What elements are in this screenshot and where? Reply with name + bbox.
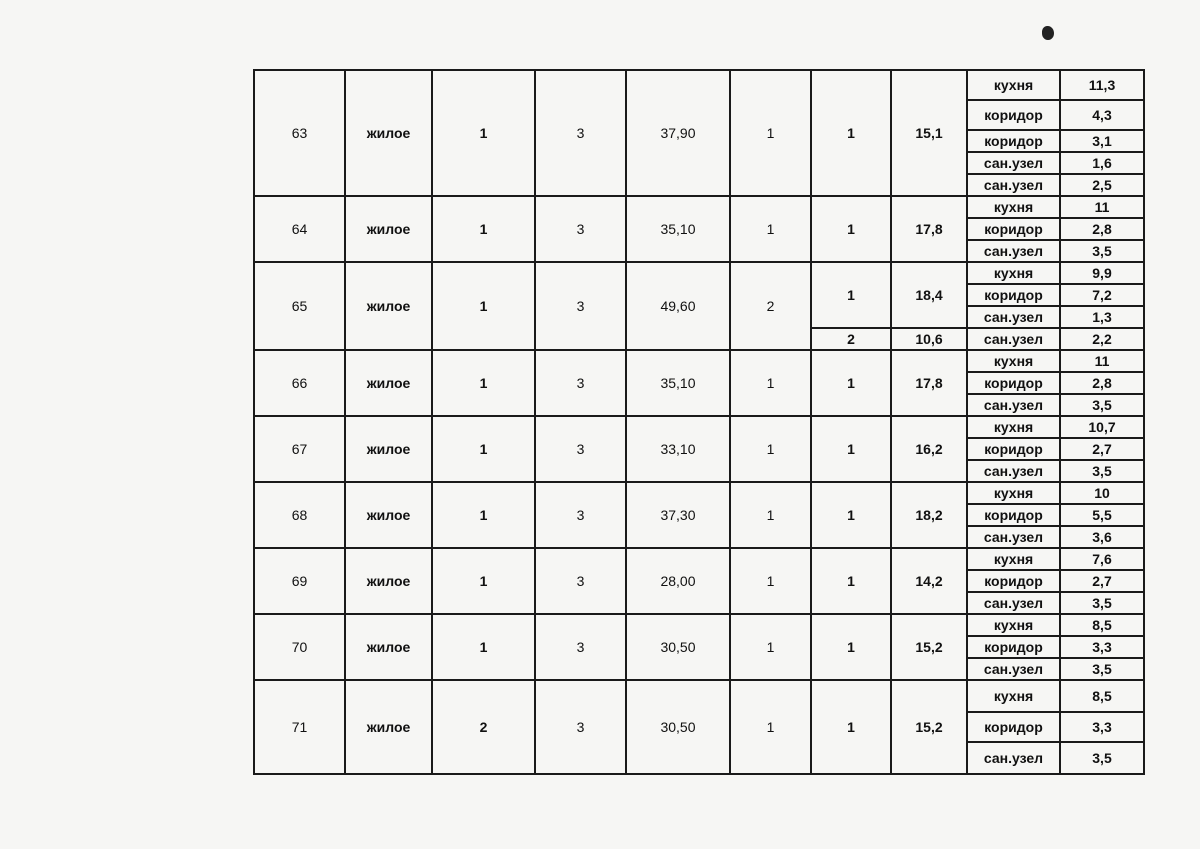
aux-room-name: коридор — [967, 100, 1060, 130]
aux-room-name: сан.узел — [967, 526, 1060, 548]
table-row — [254, 482, 1144, 504]
apt-total-area: 49,60 — [626, 262, 730, 350]
apt-type: жилое — [345, 482, 432, 548]
apt-total-area: 30,50 — [626, 614, 730, 680]
living-room-number: 1 — [811, 548, 891, 614]
aux-room-area: 3,5 — [1060, 658, 1144, 680]
aux-room-name: сан.узел — [967, 394, 1060, 416]
apt-col-b: 3 — [535, 614, 626, 680]
table-row — [254, 548, 1144, 570]
aux-room-area: 11 — [1060, 196, 1144, 218]
apt-col-b: 3 — [535, 262, 626, 350]
living-room-area: 18,2 — [891, 482, 967, 548]
apt-col-a: 1 — [432, 70, 535, 196]
table-row — [254, 70, 1144, 100]
aux-room-area: 2,5 — [1060, 174, 1144, 196]
aux-room-name: коридор — [967, 636, 1060, 658]
apt-col-a: 1 — [432, 416, 535, 482]
table-row — [254, 262, 1144, 284]
living-room-number: 1 — [811, 350, 891, 416]
apt-col-a: 1 — [432, 350, 535, 416]
aux-room-area: 11,3 — [1060, 70, 1144, 100]
apartment-table — [253, 69, 1145, 775]
apt-col-a: 1 — [432, 614, 535, 680]
aux-room-area: 5,5 — [1060, 504, 1144, 526]
aux-room-name: кухня — [967, 196, 1060, 218]
aux-room-area: 7,6 — [1060, 548, 1144, 570]
apt-room-count: 1 — [730, 482, 811, 548]
aux-room-name: сан.узел — [967, 306, 1060, 328]
aux-room-area: 1,3 — [1060, 306, 1144, 328]
apt-col-a: 2 — [432, 680, 535, 774]
apt-type: жилое — [345, 196, 432, 262]
aux-room-area: 4,3 — [1060, 100, 1144, 130]
apt-number: 70 — [254, 614, 345, 680]
apt-total-area: 37,30 — [626, 482, 730, 548]
apt-col-b: 3 — [535, 680, 626, 774]
aux-room-name: сан.узел — [967, 592, 1060, 614]
apt-type: жилое — [345, 416, 432, 482]
apt-col-a: 1 — [432, 262, 535, 350]
table-row — [254, 416, 1144, 438]
living-room-area: 15,1 — [891, 70, 967, 196]
living-room-number: 1 — [811, 262, 891, 328]
apt-col-b: 3 — [535, 70, 626, 196]
aux-room-area: 2,7 — [1060, 570, 1144, 592]
table-row — [254, 196, 1144, 218]
aux-room-name: коридор — [967, 284, 1060, 306]
living-room-area: 10,6 — [891, 328, 967, 350]
aux-room-area: 3,3 — [1060, 712, 1144, 742]
apt-number: 67 — [254, 416, 345, 482]
apt-number: 69 — [254, 548, 345, 614]
aux-room-area: 3,5 — [1060, 394, 1144, 416]
aux-room-area: 3,5 — [1060, 460, 1144, 482]
apt-number: 71 — [254, 680, 345, 774]
aux-room-name: сан.узел — [967, 742, 1060, 774]
living-room-number: 1 — [811, 482, 891, 548]
aux-room-area: 2,8 — [1060, 218, 1144, 240]
apt-total-area: 28,00 — [626, 548, 730, 614]
living-room-area: 17,8 — [891, 350, 967, 416]
aux-room-name: сан.узел — [967, 152, 1060, 174]
aux-room-area: 8,5 — [1060, 614, 1144, 636]
aux-room-name: коридор — [967, 438, 1060, 460]
apt-total-area: 33,10 — [626, 416, 730, 482]
apt-room-count: 1 — [730, 416, 811, 482]
aux-room-name: коридор — [967, 218, 1060, 240]
apt-number: 65 — [254, 262, 345, 350]
apt-room-count: 1 — [730, 196, 811, 262]
aux-room-area: 3,5 — [1060, 742, 1144, 774]
aux-room-area: 3,1 — [1060, 130, 1144, 152]
table-row — [254, 350, 1144, 372]
aux-room-name: сан.узел — [967, 240, 1060, 262]
apt-col-a: 1 — [432, 196, 535, 262]
aux-room-name: коридор — [967, 712, 1060, 742]
apt-col-b: 3 — [535, 196, 626, 262]
apt-type: жилое — [345, 70, 432, 196]
table-row — [254, 614, 1144, 636]
aux-room-name: кухня — [967, 350, 1060, 372]
ink-speck — [1042, 26, 1054, 40]
aux-room-name: кухня — [967, 548, 1060, 570]
aux-room-area: 1,6 — [1060, 152, 1144, 174]
aux-room-area: 3,6 — [1060, 526, 1144, 548]
aux-room-area: 2,7 — [1060, 438, 1144, 460]
apt-number: 66 — [254, 350, 345, 416]
apt-total-area: 30,50 — [626, 680, 730, 774]
aux-room-area: 3,5 — [1060, 592, 1144, 614]
aux-room-name: сан.узел — [967, 174, 1060, 196]
living-room-number: 1 — [811, 70, 891, 196]
apt-type: жилое — [345, 262, 432, 350]
aux-room-name: кухня — [967, 482, 1060, 504]
apt-type: жилое — [345, 350, 432, 416]
apt-room-count: 1 — [730, 680, 811, 774]
aux-room-area: 3,5 — [1060, 240, 1144, 262]
aux-room-area: 2,8 — [1060, 372, 1144, 394]
living-room-area: 15,2 — [891, 680, 967, 774]
aux-room-name: кухня — [967, 262, 1060, 284]
aux-room-area: 8,5 — [1060, 680, 1144, 712]
living-room-area: 17,8 — [891, 196, 967, 262]
apt-room-count: 1 — [730, 350, 811, 416]
aux-room-area: 3,3 — [1060, 636, 1144, 658]
aux-room-name: кухня — [967, 416, 1060, 438]
aux-room-name: коридор — [967, 372, 1060, 394]
aux-room-name: коридор — [967, 570, 1060, 592]
apt-type: жилое — [345, 548, 432, 614]
living-room-number: 1 — [811, 416, 891, 482]
apt-col-b: 3 — [535, 350, 626, 416]
apt-total-area: 35,10 — [626, 196, 730, 262]
apt-col-b: 3 — [535, 416, 626, 482]
aux-room-name: кухня — [967, 614, 1060, 636]
apt-col-b: 3 — [535, 548, 626, 614]
aux-room-area: 7,2 — [1060, 284, 1144, 306]
apt-room-count: 1 — [730, 548, 811, 614]
aux-room-name: кухня — [967, 680, 1060, 712]
living-room-number: 2 — [811, 328, 891, 350]
aux-room-area: 9,9 — [1060, 262, 1144, 284]
apt-col-a: 1 — [432, 548, 535, 614]
apt-number: 63 — [254, 70, 345, 196]
living-room-area: 18,4 — [891, 262, 967, 328]
apt-room-count: 1 — [730, 614, 811, 680]
aux-room-area: 10 — [1060, 482, 1144, 504]
apt-room-count: 2 — [730, 262, 811, 350]
aux-room-name: кухня — [967, 70, 1060, 100]
aux-room-name: коридор — [967, 130, 1060, 152]
aux-room-name: коридор — [967, 504, 1060, 526]
living-room-number: 1 — [811, 614, 891, 680]
apt-number: 68 — [254, 482, 345, 548]
apt-room-count: 1 — [730, 70, 811, 196]
living-room-area: 15,2 — [891, 614, 967, 680]
apt-type: жилое — [345, 614, 432, 680]
aux-room-area: 10,7 — [1060, 416, 1144, 438]
aux-room-area: 2,2 — [1060, 328, 1144, 350]
apt-col-a: 1 — [432, 482, 535, 548]
apt-total-area: 37,90 — [626, 70, 730, 196]
living-room-area: 16,2 — [891, 416, 967, 482]
living-room-number: 1 — [811, 680, 891, 774]
aux-room-name: сан.узел — [967, 328, 1060, 350]
apt-type: жилое — [345, 680, 432, 774]
apt-col-b: 3 — [535, 482, 626, 548]
living-room-number: 1 — [811, 196, 891, 262]
aux-room-name: сан.узел — [967, 460, 1060, 482]
table-body — [254, 70, 1144, 774]
aux-room-name: сан.узел — [967, 658, 1060, 680]
table-row — [254, 680, 1144, 712]
living-room-area: 14,2 — [891, 548, 967, 614]
apt-number: 64 — [254, 196, 345, 262]
aux-room-area: 11 — [1060, 350, 1144, 372]
apt-total-area: 35,10 — [626, 350, 730, 416]
